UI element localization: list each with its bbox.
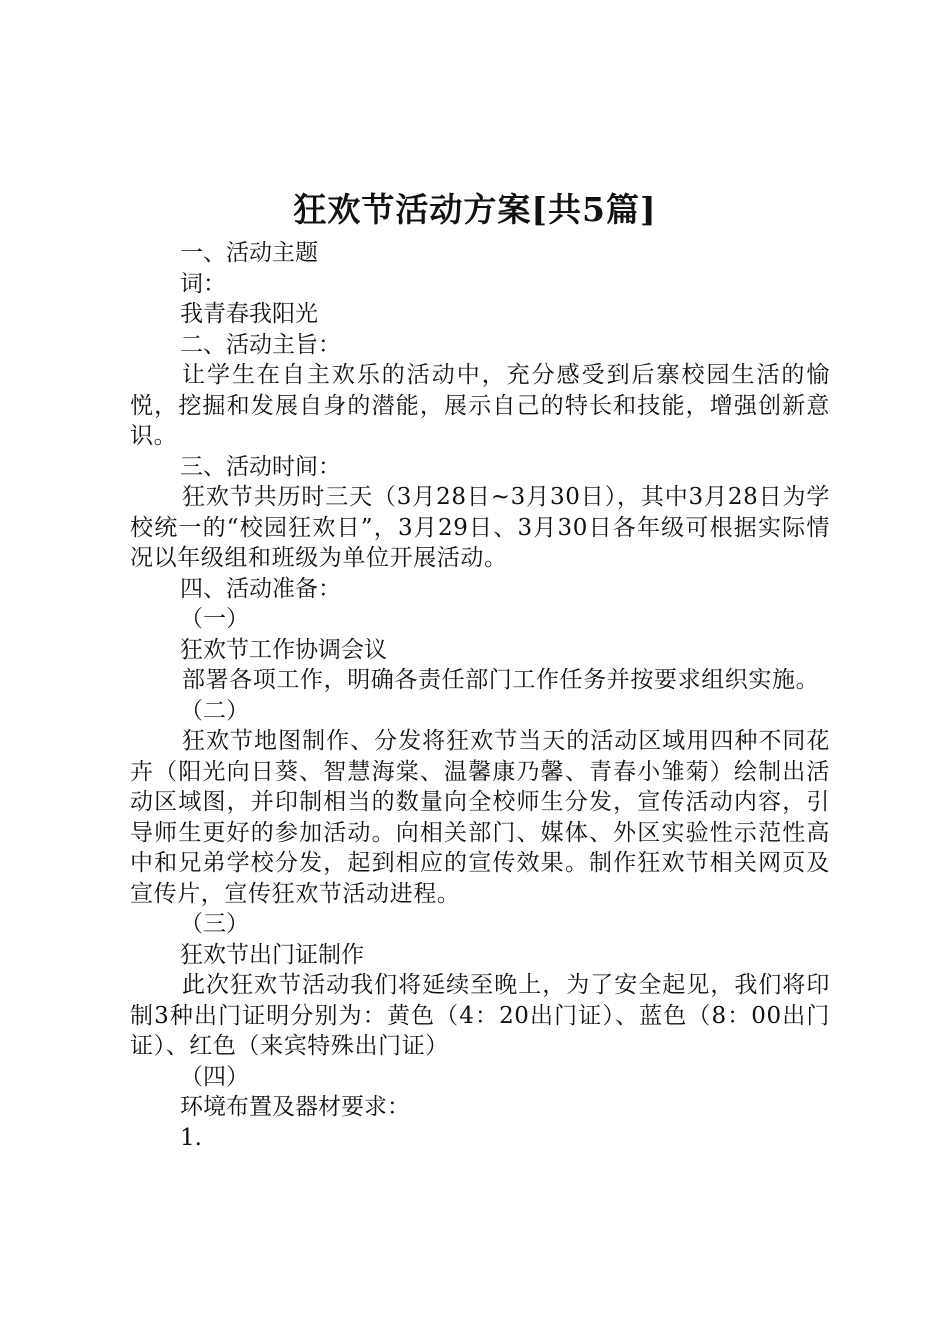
subsection-marker-3: （三） bbox=[180, 911, 249, 937]
subsection-heading-meeting: 狂欢节工作协调会议 bbox=[180, 636, 387, 663]
subsection-marker-2: （二） bbox=[180, 697, 249, 724]
document-title: 狂欢节活动方案[共5篇] bbox=[293, 190, 657, 229]
subsection-marker-4: （四） bbox=[180, 1063, 249, 1090]
document-body bbox=[130, 238, 830, 1153]
subsection-heading-pass: 狂欢节出门证制作 bbox=[180, 941, 364, 968]
meeting-paragraph: 部署各项工作，明确各责任部门工作任务并按要求组织实施。 bbox=[182, 667, 820, 693]
section-heading-theme: 一、活动主题 bbox=[180, 240, 318, 266]
section-heading-purpose: 二、活动主旨： bbox=[180, 331, 341, 358]
pass-paragraph: 此次狂欢节活动我们将延续至晚上，为了安全起见，我们将印制3种出门证明分别为：黄色（4：20出门证）、蓝色（8：00出门证）、红色（来宾特殊出门证） bbox=[130, 972, 830, 1059]
list-item-1: 1. bbox=[180, 1124, 202, 1151]
subsection-marker-1: （一） bbox=[180, 606, 249, 632]
section-heading-preparation: 四、活动准备： bbox=[180, 575, 341, 602]
time-paragraph: 狂欢节共历时三天（3月28日~3月30日），其中3月28日为学校统一的“校园狂欢日”，3月29日、3月30日各年级可根据实际情况以年级组和班级为单位开展活动。 bbox=[130, 484, 830, 571]
subsection-heading-environment: 环境布置及器材要求： bbox=[180, 1094, 410, 1120]
purpose-paragraph: 让学生在自主欢乐的活动中，充分感受到后寨校园生活的愉悦，挖掘和发展自身的潜能，展示自己的特长和技能，增强创新意识。 bbox=[130, 362, 830, 449]
theme-label: 词： bbox=[180, 270, 226, 297]
section-heading-time: 三、活动时间： bbox=[180, 453, 341, 480]
map-paragraph: 狂欢节地图制作、分发将狂欢节当天的活动区域用四种不同花卉（阳光向日葵、智慧海棠、温馨康乃馨、青春小雏菊）绘制出活动区域图，并印制相当的数量向全校师生分发，宣传活动内容，引导师生更好的参加活动。向相关部门、媒体、外区实验性示范性高中和兄弟学校分发，起到相应的宣传效果。制作狂欢节相关网页及宣传片，宣传狂欢节活动进程。 bbox=[130, 728, 830, 907]
theme-text: 我青春我阳光 bbox=[180, 301, 318, 327]
